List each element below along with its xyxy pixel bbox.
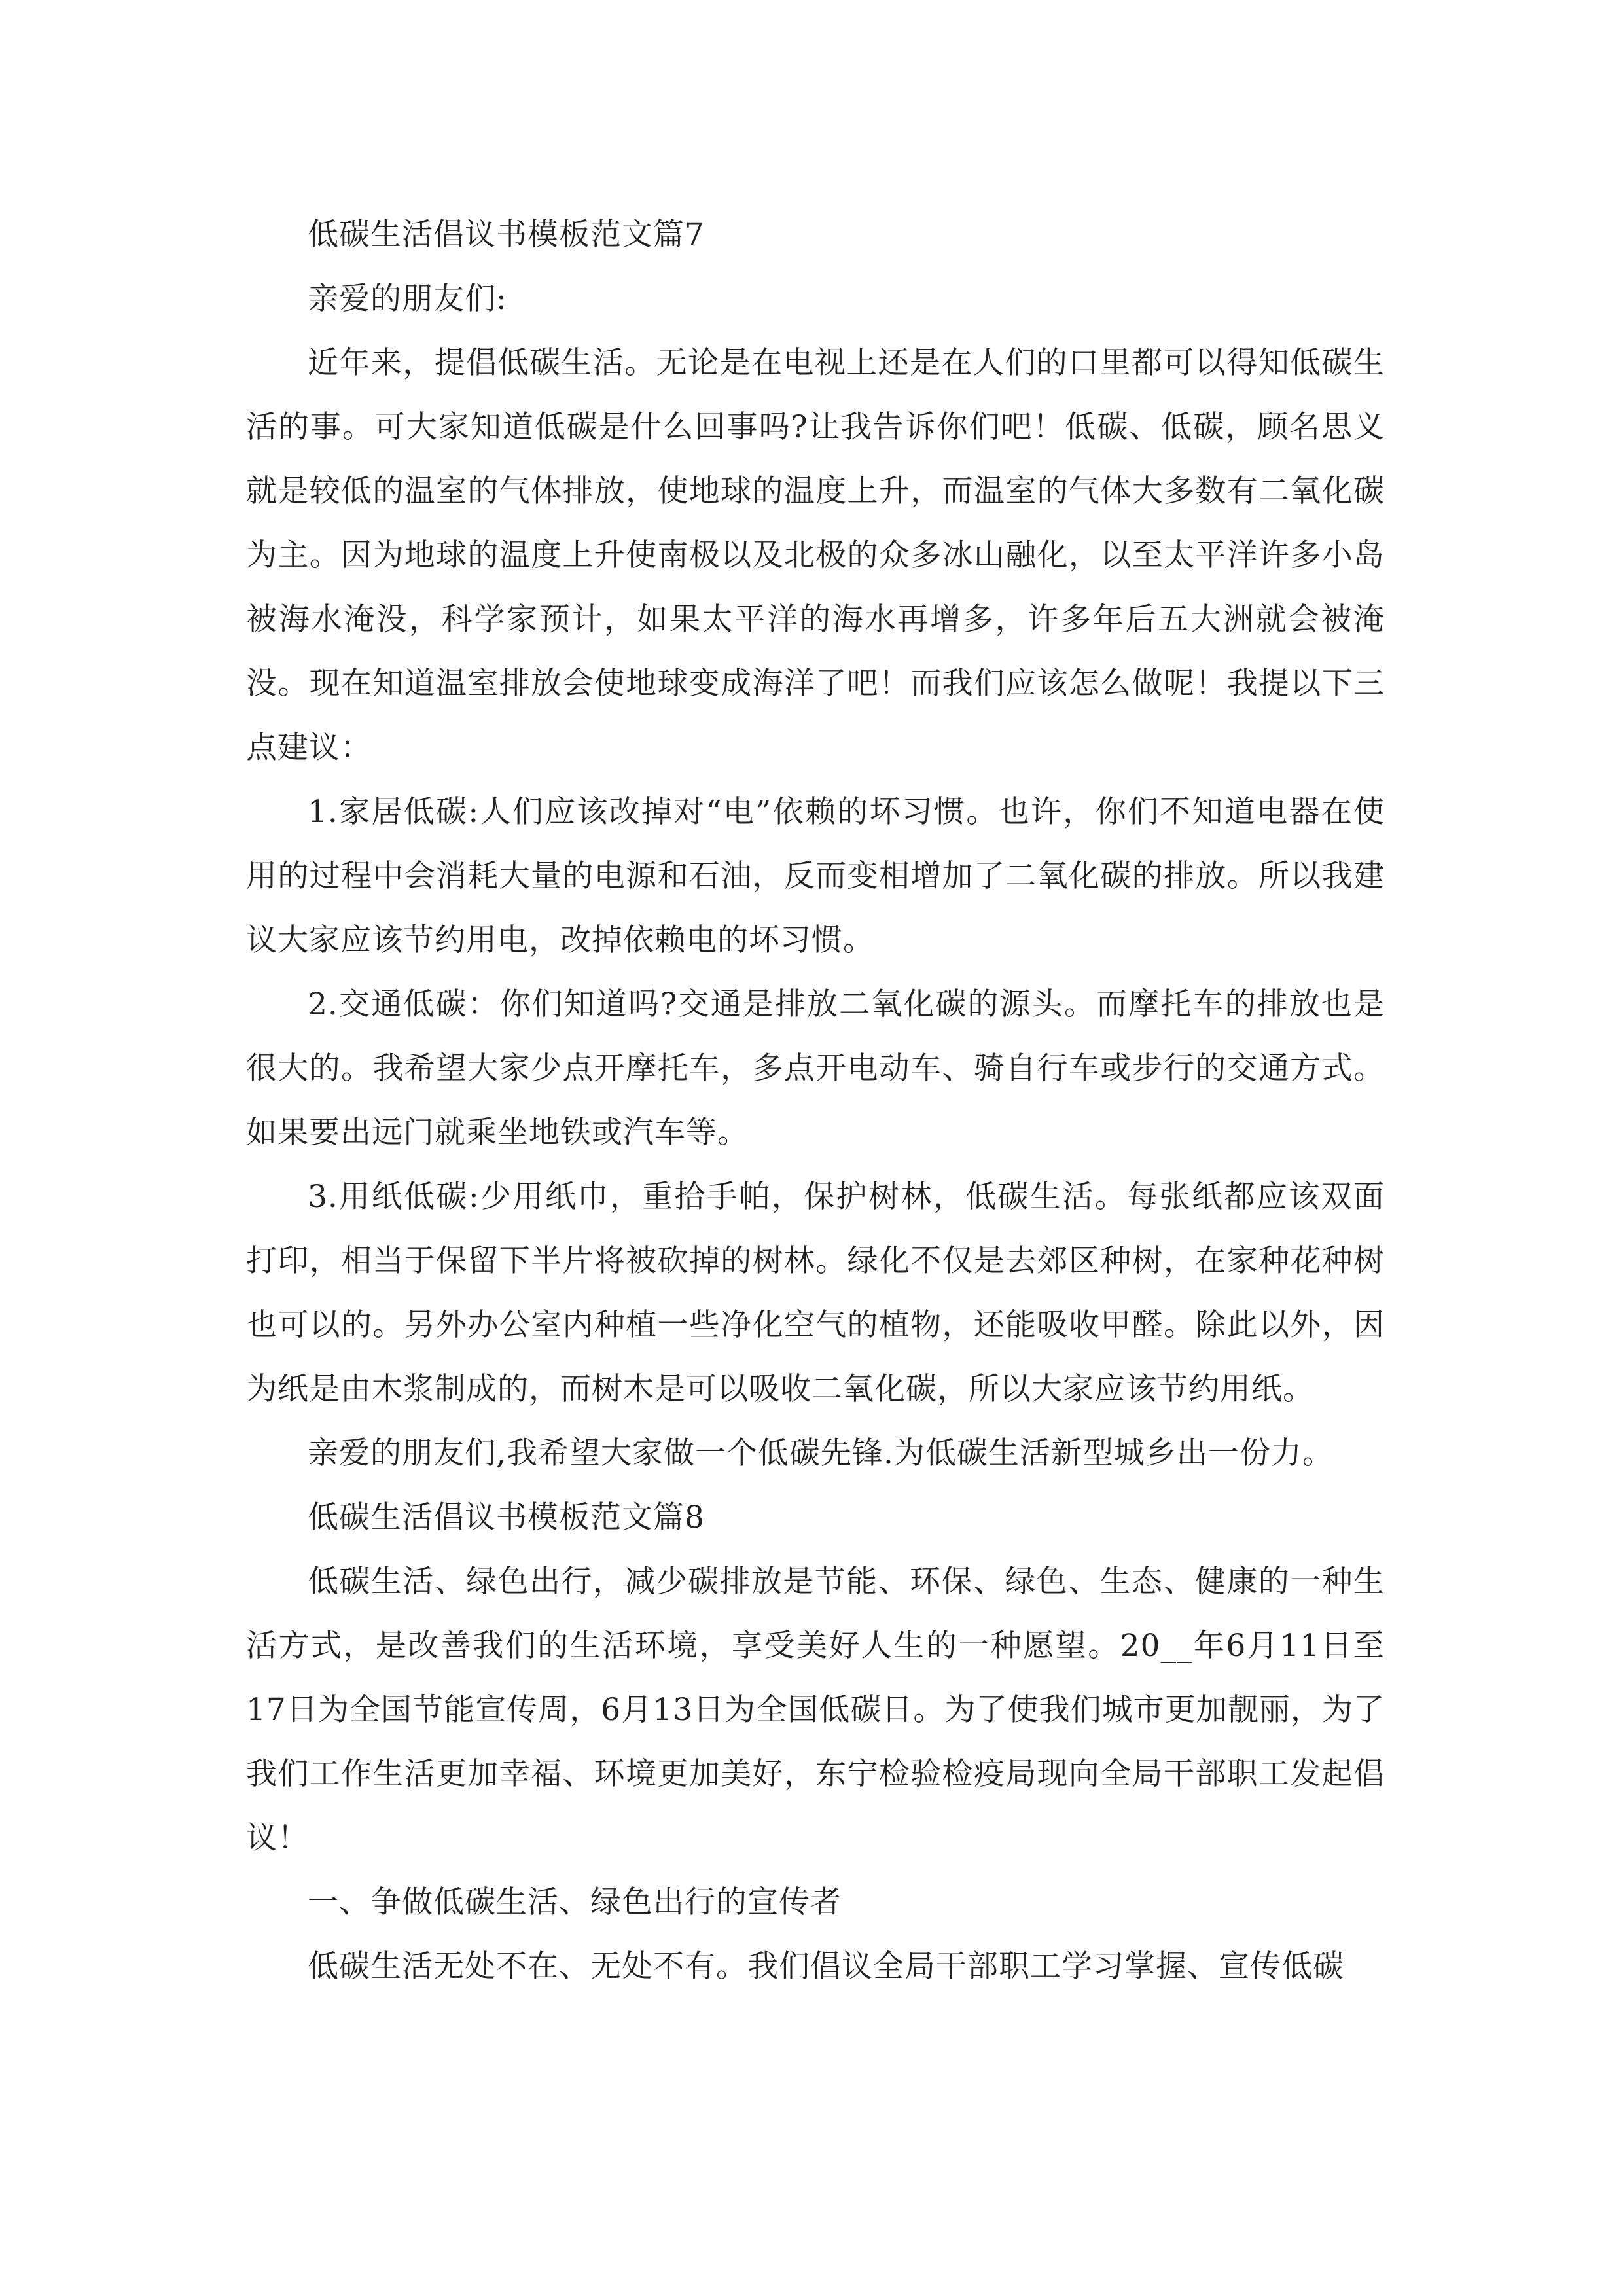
paragraph-intro: 近年来，提倡低碳生活。无论是在电视上还是在人们的口里都可以得知低碳生活的事。可大家知道低碳是什么回事吗?让我告诉你们吧！低碳、低碳，顾名思义就是较低的温室的气体排放，使地球的温度上升，而温室的气体大多数有二氧化碳为主。因为地球的温度上升使南极以及北极的众多冰山融化，以至太平洋许多小岛被海水淹没，科学家预计，如果太平洋的海水再增多，许多年后五大洲就会被淹没。现在知道温室排放会使地球变成海洋了吧！而我们应该怎么做呢！我提以下三点建议： — [246, 345, 1385, 766]
salutation: 亲爱的朋友们: — [308, 281, 507, 317]
subheading-promoter: 一、争做低碳生活、绿色出行的宣传者 — [308, 1884, 842, 1920]
paragraph-initiative: 低碳生活、绿色出行，减少碳排放是节能、环保、绿色、生态、健康的一种生活方式，是改善我们的生活环境，享受美好人生的一种愿望。20__年6月11日至17日为全国节能宣传周，6月13日为全国低碳日。为了使我们城市更加靓丽，为了我们工作生活更加幸福、环境更加美好，东宁检验检疫局现向全局干部职工发起倡议！ — [246, 1564, 1385, 1856]
paragraph-traffic-low-carbon: 2.交通低碳：你们知道吗?交通是排放二氧化碳的源头。而摩托车的排放也是很大的。我希望大家少点开摩托车，多点开电动车、骑自行车或步行的交通方式。如果要出远门就乘坐地铁或汽车等。 — [246, 986, 1385, 1151]
paragraph-closing: 亲爱的朋友们,我希望大家做一个低碳先锋.为低碳生活新型城乡出一份力。 — [308, 1435, 1334, 1471]
paragraph-home-low-carbon: 1.家居低碳:人们应该改掉对“电”依赖的坏习惯。也许，你们不知道电器在使用的过程中会消耗大量的电源和石油，反而变相增加了二氧化碳的排放。所以我建议大家应该节约用电，改掉依赖电的坏习惯。 — [246, 794, 1385, 958]
document-body — [246, 203, 1385, 1999]
paragraph-promoter-text: 低碳生活无处不在、无处不有。我们倡议全局干部职工学习掌握、宣传低碳 — [308, 1948, 1344, 1984]
section-title-8: 低碳生活倡议书模板范文篇8 — [308, 1499, 705, 1535]
section-title-7: 低碳生活倡议书模板范文篇7 — [308, 217, 705, 253]
paragraph-paper-low-carbon: 3.用纸低碳:少用纸巾，重拾手帕，保护树林，低碳生活。每张纸都应该双面打印，相当于保留下半片将被砍掉的树林。绿化不仅是去郊区种树，在家种花种树也可以的。另外办公室内种植一些净化空气的植物，还能吸收甲醛。除此以外，因为纸是由木浆制成的，而树木是可以吸收二氧化碳，所以大家应该节约用纸。 — [246, 1179, 1385, 1407]
